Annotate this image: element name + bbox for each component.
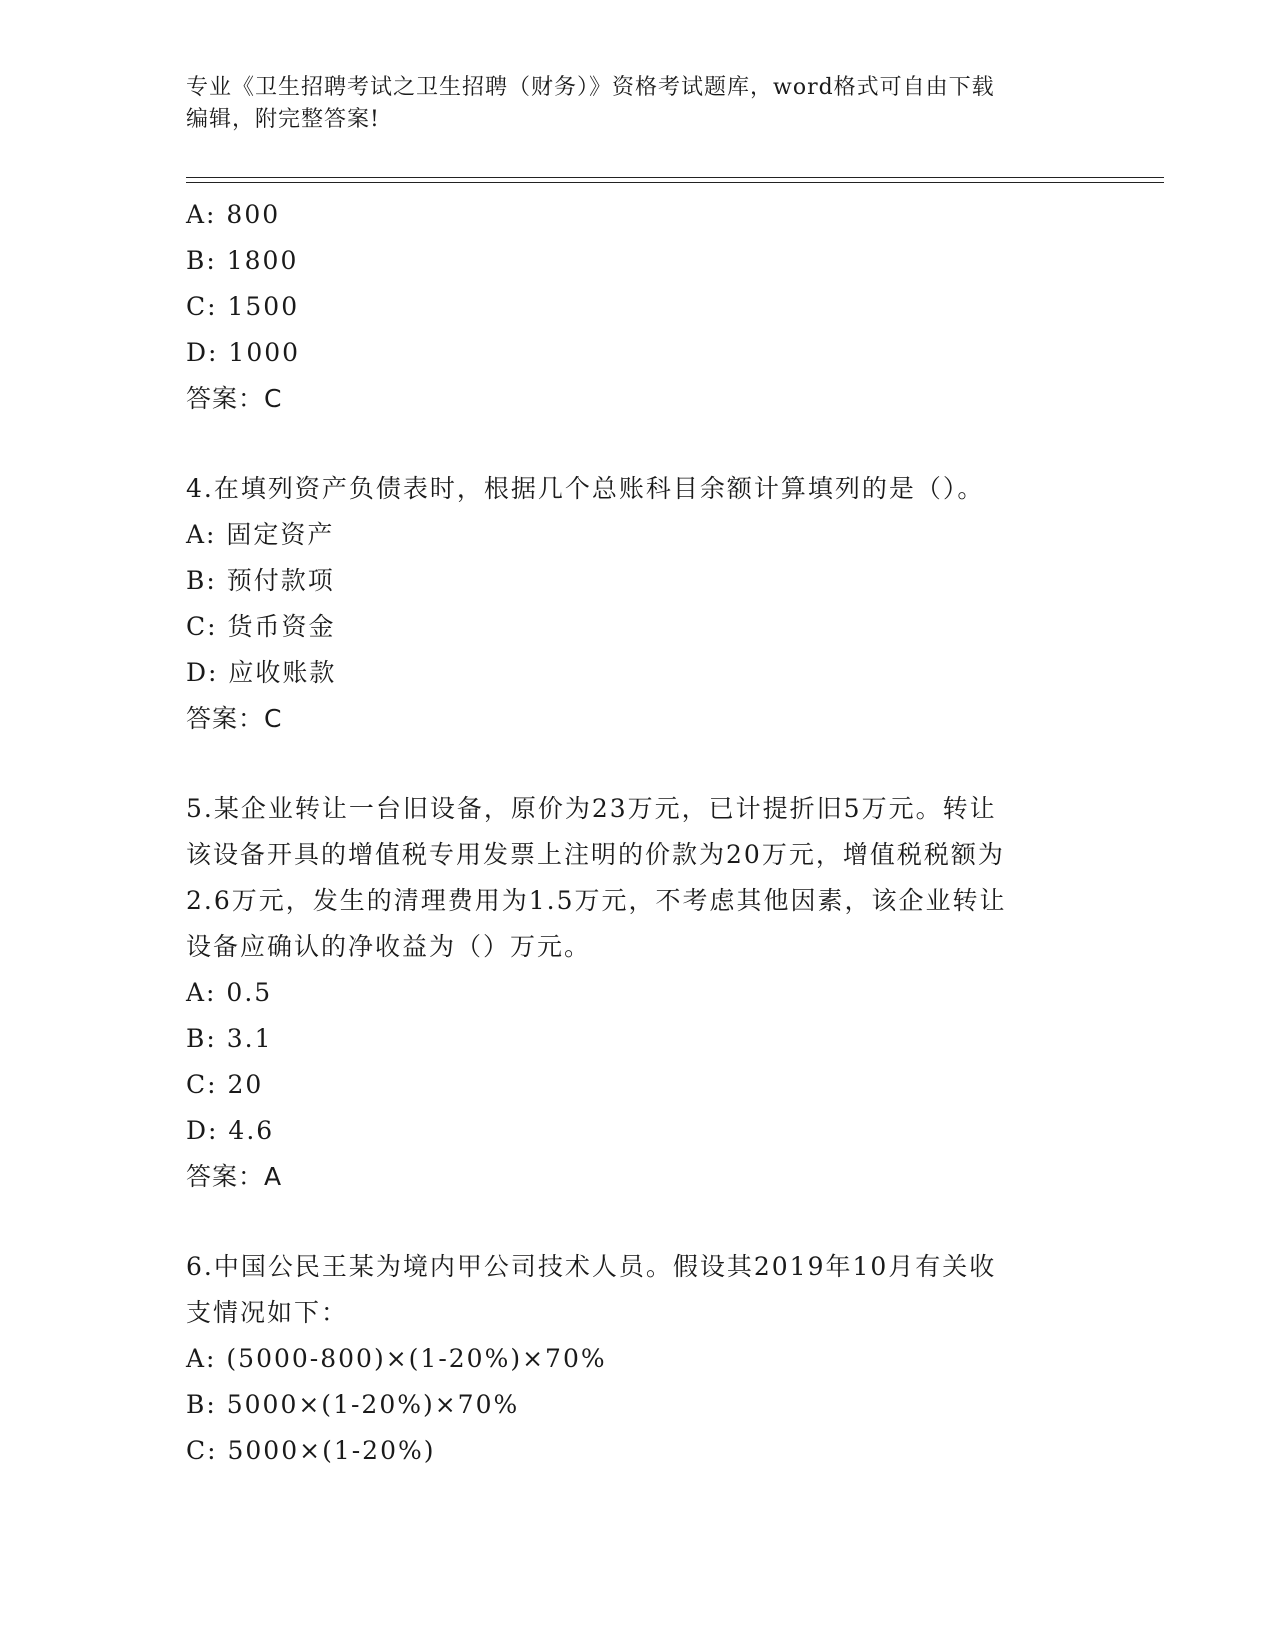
option-b: B: 5000×(1-20%)×70% xyxy=(186,1390,520,1419)
question-list xyxy=(186,192,1086,1474)
option-c: C: 20 xyxy=(186,1070,264,1099)
question-text: 4.在填列资产负债表时，根据几个总账科目余额计算填列的是（）。 xyxy=(186,474,985,503)
answer: 答案：C xyxy=(186,704,283,733)
question-text-line-2: 支情况如下： xyxy=(186,1298,349,1327)
option-c: C: 5000×(1-20%) xyxy=(186,1436,436,1465)
question-text-line-4: 设备应确认的净收益为（）万元。 xyxy=(186,932,592,961)
answer: 答案：A xyxy=(186,1162,283,1191)
option-c: C: 货币资金 xyxy=(186,612,336,641)
option-a: A: (5000-800)×(1-20%)×70% xyxy=(186,1344,607,1373)
header-divider-bottom xyxy=(186,182,1164,183)
document-header xyxy=(186,72,1086,136)
option-b: B: 3.1 xyxy=(186,1024,273,1053)
option-d: D: 4.6 xyxy=(186,1116,275,1145)
option-a: A: 固定资产 xyxy=(186,520,335,549)
header-line-2: 编辑，附完整答案! xyxy=(186,107,380,132)
option-c: C: 1500 xyxy=(186,292,300,321)
question-6 xyxy=(186,1244,1086,1474)
question-text-line-1: 5.某企业转让一台旧设备，原价为23万元，已计提折旧5万元。转让 xyxy=(186,794,997,823)
option-b: B: 预付款项 xyxy=(186,566,335,595)
question-text-line-2: 该设备开具的增值税专用发票上注明的价款为20万元，增值税税额为 xyxy=(186,840,1005,869)
header-divider-top xyxy=(186,177,1164,178)
question-3 xyxy=(186,192,1086,422)
option-a: A: 800 xyxy=(186,200,281,229)
question-text-line-1: 6.中国公民王某为境内甲公司技术人员。假设其2019年10月有关收 xyxy=(186,1252,997,1281)
header-line-1: 专业《卫生招聘考试之卫生招聘（财务）》资格考试题库，word格式可自由下载 xyxy=(186,75,995,100)
option-a: A: 0.5 xyxy=(186,978,273,1007)
option-d: D: 应收账款 xyxy=(186,658,337,687)
question-5 xyxy=(186,786,1086,1200)
option-d: D: 1000 xyxy=(186,338,301,367)
answer: 答案：C xyxy=(186,384,283,413)
option-b: B: 1800 xyxy=(186,246,299,275)
question-text-line-3: 2.6万元，发生的清理费用为1.5万元，不考虑其他因素，该企业转让 xyxy=(186,886,1007,915)
question-4 xyxy=(186,466,1086,742)
